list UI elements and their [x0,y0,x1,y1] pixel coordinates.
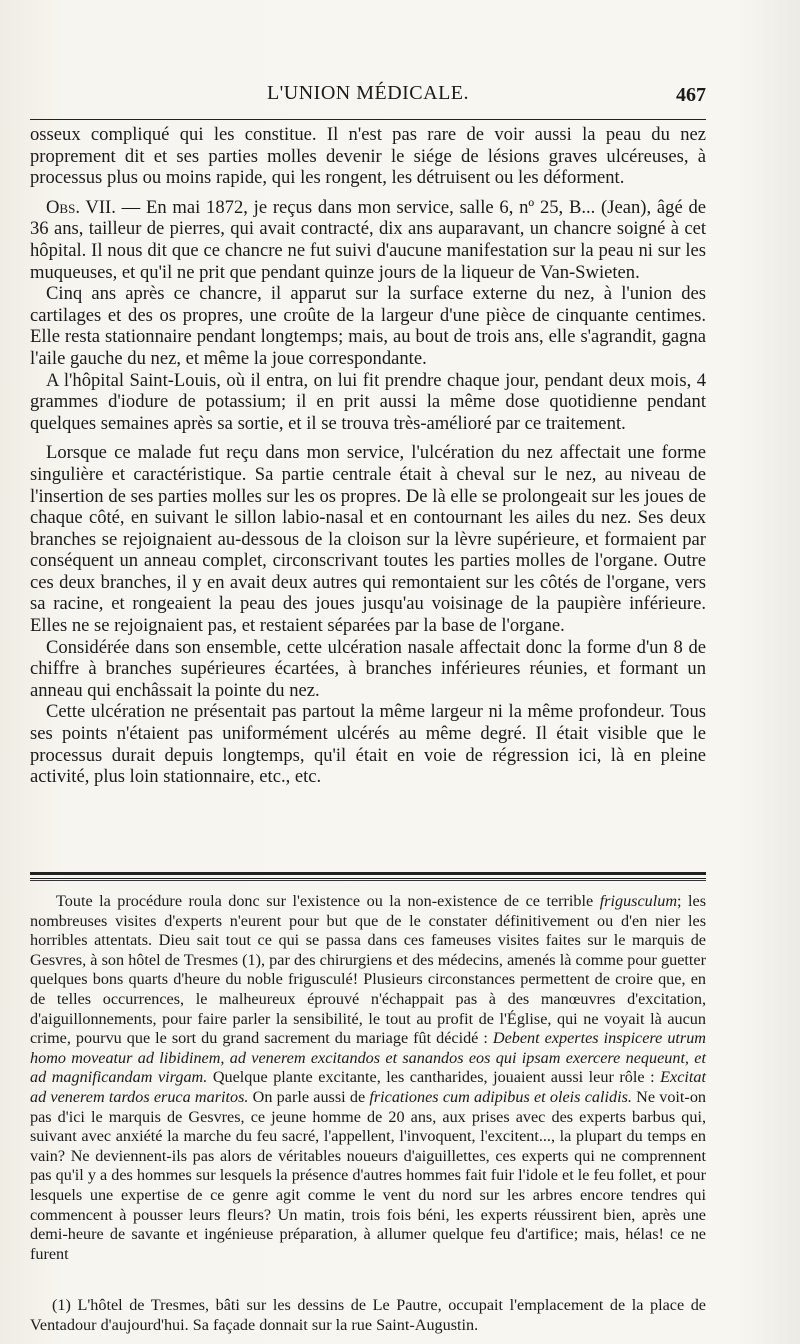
feuilleton-segment: Ne voit-on pas d'ici le marquis de Gesvres, ce jeune homme de 20 ans, aux prises avec des experts barbus qui, suivant avec anxiété la marche du feu sacré, l'appellent, l'invoquent, l'excitent..., la plupart du temps en vain? Ne deviennent-ils pas alors de véritables noueurs d'aiguillettes, ces experts qui ne comprennent pas qu'il y a des hommes sur lesquels la présence d'autres hommes fait fuir l'idole et le feu follet, et pour lesquels une expertise de ce genre agit comme le vent du nord sur les arbres encore tendres qui commencent à pousser leurs fleurs? Un matin, trois fois béni, les experts réussirent bien, après une demi-heure de savante et ingénieuse préparation, à allumer quelque feu d'artifice; mais, hélas! ce ne furent [30,1087,707,1263]
paragraph-obs-vii-text: — En mai 1872, je reçus dans mon service, salle 6, nº 25, B... (Jean), âgé de 36 ans, tailleur de pierres, qui avait contracté, dix ans auparavant, un chancre soigné à cet hôpital. Il nous dit que ce chancre ne fut suivi d'aucune manifestation sur la peau ni sur les muqueuses, et qu'il ne prit que pendant quinze jours de la liqueur de Van-Swieten. [30,196,707,283]
footnote: (1) L'hôtel de Tresmes, bâti sur les dessins de Le Pautre, occupait l'emplacement de la place de Ventadour d'aujourd'hui. Sa façade donnait sur la rue Saint-Augustin. [30,1296,706,1334]
main-text [30,124,706,788]
page-number: 467 [676,84,706,106]
running-title: L'UNION MÉDICALE. [266,82,470,104]
feuilleton-paragraph [30,892,706,1264]
header-rule [30,119,706,120]
feuilleton-rule [30,872,706,879]
paragraph-6: Considérée dans son ensemble, cette ulcération nasale affectait donc la forme d'un 8 de chiffre à branches supérieures écartées, à branches inférieures réunies, et formant un anneau qui enchâssait la pointe du nez. [30,636,706,701]
paragraph-3: Cinq ans après ce chancre, il apparut sur la surface externe du nez, à l'union des cartilages et des os propres, une croûte de la largeur d'une pièce de cinquante centimes. Elle resta stationnaire pendant longtemps; mais, au bout de trois ans, elle s'agrandit, gagna l'aile gauche du nez, et même la joue correspondante. [30,283,706,369]
paragraph-4: A l'hôpital Saint-Louis, où il entra, on lui fit prendre chaque jour, pendant deux mois, 4 grammes d'iodure de potassium; il en prit aussi la même dose quotidienne pendant quelques semaines après sa sortie, et il se trouva très-amélioré par ce traitement. [30,369,706,434]
feuilleton-segment: Toute la procédure roula donc sur l'existence ou la non-existence de ce terrible [56,892,600,910]
feuilleton-segment: On parle aussi de [248,1087,370,1106]
page-header [30,82,706,108]
feuilleton-text [30,892,706,1264]
paragraph-7: Cette ulcération ne présentait pas partout la même largeur ni la même profondeur. Tous ses points n'étaient pas uniformément ulcérés au même degré. Il était visible que le processus durait depuis longtemps, qu'il était en voie de régression ici, là en pleine activité, plus loin stationnaire, etc., etc. [30,701,706,788]
feuilleton-rule-thin [30,880,706,881]
latin-quote: fricationes cum adipibus et oleis calidis. [369,1087,632,1106]
latin-quote: Debent expertes inspicere utrum homo moveatur ad libidinem, ad venerem excitandos et sanandos eos qui ipsam exercere nequeunt, et ad magnificandam virgam. [30,1029,706,1087]
observation-label: Obs. VII. [46,196,116,218]
feuilleton-segment: Quelque plante excitante, les cantharides, jouaient aussi leur rôle : [207,1068,661,1087]
paragraph-5: Lorsque ce malade fut reçu dans mon service, l'ulcération du nez affectait une forme singulière et caractéristique. Sa partie centrale était à cheval sur le nez, au niveau de l'insertion de ses parties molles sur les os propres. De là elle se prolongeait sur les joues de chaque côté, en suivant le sillon labio-nasal et en contournant les ailes du nez. Ses deux branches se rejoignaient au-dessous de la cloison sur la lèvre supérieure, et formaient par conséquent un anneau complet, circonscrivant toutes les parties molles de l'organe. Outre ces deux branches, il y en avait deux autres qui remontaient sur les côtés de l'organe, vers sa racine, et rongeaient la peau des joues jusqu'au voisinage de la paupière inférieure. Elles ne se rejoignaient pas, et restaient séparées par la base de l'organe. [30,442,706,637]
feuilleton-italic: frigusculum [599,892,678,910]
paragraph-1: osseux compliqué qui les constitue. Il n'est pas rare de voir aussi la peau du nez proprement dit et ses parties molles devenir le siége de lésions graves ulcéreuses, à processus plus ou moins rapide, qui les rongent, les détruisent ou les déforment. [30,124,706,189]
paragraph-obs-vii [30,197,706,283]
latin-quote: Excitat ad venerem tardos eruca maritos. [30,1068,706,1106]
feuilleton-segment: ; les nombreuses visites d'experts n'eurent pour but que de le constater définitivement ou d'en nier les horribles attentats. Dieu sait tout ce qui se passa dans ces fameuses visites faites sur le marquis de Gesvres, à son hôtel de Tresmes (1), par des chirurgiens et des médecins, amenés là comme pour guetter quelques bons quarts d'heure du noble frigusculé! Plusieurs circonstances permettent de croire que, en de telles occurrences, le malheureux éprouvé n'échappait pas à des manœuvres d'excitation, d'aiguillonnements, pour faire parler la sensibilité, le tout au profit de l'Église, qui ne voyait là aucun crime, pourvu que le sort du grand sacrement du mariage fût décidé : [30,892,707,1048]
